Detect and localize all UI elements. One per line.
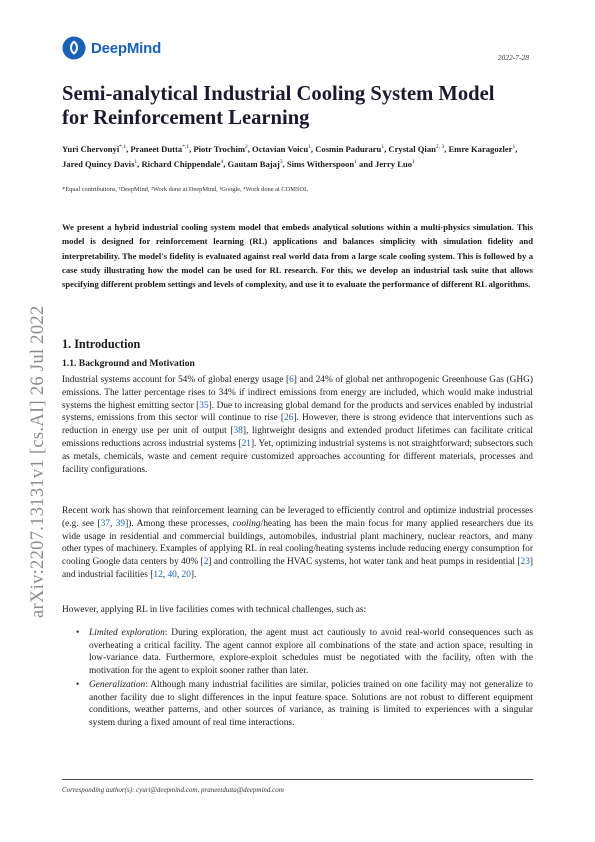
citation-link[interactable]: 38: [233, 426, 243, 437]
brand-name: DeepMind: [91, 39, 162, 57]
author-affiliation-mark: 1: [134, 159, 138, 166]
author-affiliation-mark: 3: [279, 159, 283, 166]
paragraph-text: ], lightweight designs and extended product lifetimes can facilitate critical emissions reductions across industrial systems [: [62, 426, 533, 449]
list-item-title: Generalization: [89, 680, 146, 690]
paragraph-text: ] and controlling the HVAC systems, hot water tank and heat pumps in residential [: [208, 557, 521, 568]
citation-link[interactable]: 37: [100, 518, 110, 529]
list-item: [62, 627, 533, 677]
list-item-title: Limited exploration: [89, 628, 165, 638]
paragraph-text: ].: [190, 569, 197, 580]
author-affiliation-mark: 1: [308, 144, 311, 150]
paper-date: 2022-7-28: [497, 53, 529, 62]
list-item-text: : During exploration, the agent must act cautiously to avoid real-world consequences such as overheating a critical facility. The agent cannot explore all combinations of the state and action space, resulting in low-variance data. Furthermore, explore-exploit schedules must be negotiated with the facility, often with the motivation for the agent to exploit sooner rather than later.: [89, 628, 533, 676]
paragraph-text: ]. Yet, optimizing industrial systems is not straightforward; subsectors such as metals, chemicals, waste and cement require customized approaches accounting for different materials, processes and facility configurations.: [62, 438, 533, 475]
paragraph-text: ] and industrial facilities [: [62, 557, 534, 580]
author-name: Cosmin Paduraru: [315, 143, 382, 154]
list-item-text: : Although many industrial facilities are similar, policies trained on one facility may not generalize to another facility due to slight differences in the input feature space. Solutions are not robust to different equipment conditions, weather patterns, and other sources of variance, as training is limited to experiences with a singular system during a fixed amount of real time interactions.: [89, 680, 533, 728]
arxiv-identifier: arXiv:2207.13131v1 [cs.AI] 26 Jul 2022: [28, 305, 48, 618]
citation-link[interactable]: 20: [181, 569, 191, 580]
intro-paragraph-3: However, applying RL in live facilities comes with technical challenges, such as:: [62, 605, 367, 615]
paragraph-text: ]). Among these processes,: [125, 518, 233, 529]
author-affiliation-mark: 1: [412, 159, 415, 166]
author-affiliation-mark: 1: [354, 159, 357, 166]
paragraph-text: ,: [162, 569, 168, 580]
author-name: Sims Witherspoon: [286, 159, 355, 170]
intro-paragraph-2: [62, 505, 533, 582]
paragraph-text: cooling: [232, 518, 261, 529]
paragraph-text: ]. Due to increasing global demand for the products and services enabled by industrial systems, emissions from this sector will continue to rise [: [62, 400, 533, 424]
abstract: We present a hybrid industrial cooling system model that embeds analytical solutions within a multi-physics simulation. This model is designed for reinforcement learning (RL) applications and balances simplicity with simulation fidelity and interpretability. The model's fidelity is evaluated against real world data from a large scale cooling system. This is followed by a case study illustrating how the model can be used for RL research. For this, we develop an industrial task suite that allows specifying different problem settings and levels of complexity, and use it to evaluate the performance of different RL algorithms.: [62, 222, 533, 290]
deepmind-logo: [62, 36, 161, 60]
author-name: Yuri Chervonyi: [62, 143, 120, 154]
citation-link[interactable]: 12: [153, 569, 163, 580]
citation-link[interactable]: 2: [203, 557, 209, 568]
citation-link[interactable]: 39: [115, 518, 126, 529]
author-affiliation-mark: 4: [220, 159, 224, 166]
footer-divider: [62, 779, 533, 780]
subsection-heading: 1.1. Background and Motivation: [62, 358, 195, 369]
author-name: Piotr Trochim: [193, 143, 245, 154]
deepmind-logo-icon: [62, 36, 86, 60]
author-name: Jerry Luo: [375, 159, 413, 170]
paragraph-text: /heating has been the main focus for many applied researchers due its wide usage in residential and commercial buildings, automobiles, industrial plant machinery, nuclear reactors, and many other types of machinery. Examples of applying RL in real cooling/heating systems include reducing energy consumption for cooling Google data centers by 40% [: [62, 518, 533, 568]
paragraph-text: ]. However, there is strong evidence that interventions such as reduction in energy use per unit of output [: [62, 413, 533, 437]
paragraph-text: ] and 24% of global net anthropogenic Greenhouse Gas (GHG) emissions. The latter percentage rises to 34% if indirect emissions from energy are included, which would make industrial systems the highest emitting sector [: [62, 375, 534, 411]
paragraph-text: Recent work has shown that reinforcement learning can be leveraged to efficiently control and optimize industrial processes (e.g. see [: [62, 506, 533, 529]
list-item: [62, 679, 533, 729]
intro-paragraph-1: [62, 374, 533, 476]
bullet-icon: •: [76, 628, 80, 638]
bullet-icon: •: [76, 680, 80, 690]
author-affiliation-mark: 2: [245, 144, 248, 150]
author-affiliation-mark: 1: [381, 144, 385, 150]
section-heading: 1. Introduction: [62, 337, 141, 351]
paragraph-text: ,: [109, 518, 116, 529]
author-name: Gautam Bajaj: [227, 159, 280, 170]
challenge-list: [62, 627, 533, 731]
author-name: Crystal Qian: [388, 143, 436, 154]
author-affiliation-mark: 1: [512, 144, 516, 150]
corresponding-authors: Corresponding author(s): cyuri@deepmind.com, praneetdutta@deepmind.com: [62, 786, 284, 794]
citation-link[interactable]: 35: [199, 400, 209, 411]
author-name: Praneet Dutta: [130, 143, 183, 154]
citation-link[interactable]: 6: [289, 375, 294, 385]
arxiv-sidebar: [18, 238, 48, 618]
citation-link[interactable]: 26: [284, 413, 294, 424]
author-affiliation-mark: 2, 3: [435, 144, 445, 150]
author-name: Richard Chippendale: [141, 159, 221, 170]
author-list: Yuri Chervonyi$^{*,1}$, Praneet Dutta$^{*,1}$, Piotr Trochim$^2$, Octavian Voicu$^1$, Cosmin Paduraru$^1$, Crystal Qian$^{2, 3}$, Emre Karagozler$^1$, Jared Quincy Davis$^1$, Richard Chippendale$^4$, Gautam Bajaj$^3$, Sims Witherspoon$^1$ and Jerry Luo$^1$: [62, 143, 518, 170]
citation-link[interactable]: 23: [520, 557, 530, 568]
paragraph-text: Industrial systems account for 54% of global energy usage [: [62, 375, 290, 385]
author-affiliation-mark: *,1: [182, 144, 190, 150]
citation-link[interactable]: 40: [167, 569, 177, 580]
citation-link[interactable]: 21: [241, 438, 251, 449]
paper-title: Semi-analytical Industrial Cooling System Model for Reinforcement Learning: [62, 83, 495, 129]
author-name: Jared Quincy Davis: [62, 159, 135, 170]
author-name: Emre Karagozler: [448, 143, 513, 154]
paragraph-text: ,: [176, 569, 182, 580]
affiliations: *Equal contributions, ¹DeepMind, ²Work done at DeepMind, ³Google, ⁴Work done at COMSOL: [62, 186, 309, 193]
author-name: Octavian Voicu: [252, 143, 309, 154]
author-affiliation-mark: *,1: [119, 144, 127, 150]
